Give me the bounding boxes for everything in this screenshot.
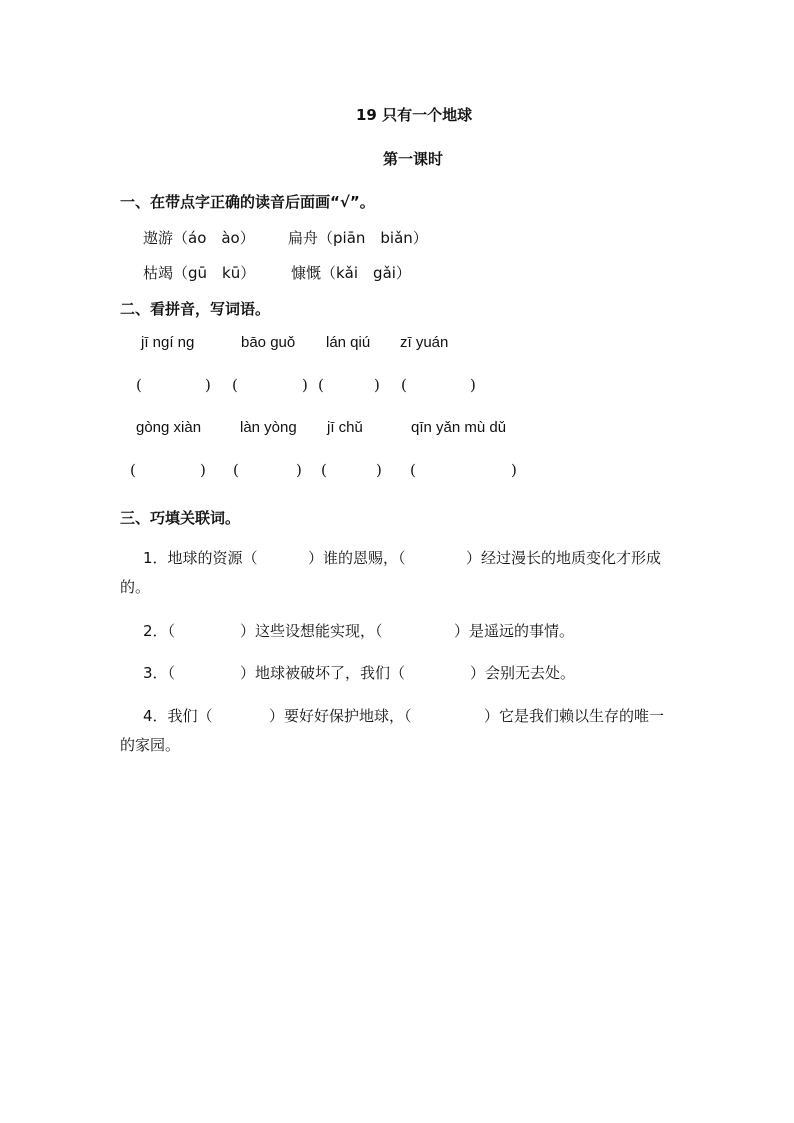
answer-blank-open: ( — [136, 376, 142, 394]
pinyin-prompt: làn yòng — [240, 419, 297, 436]
answer-blank-open: ( — [232, 376, 238, 394]
answer-blank-open: ( — [401, 376, 407, 394]
pinyin-prompt: bāo guǒ — [241, 334, 296, 351]
question-2-part: ）这些设想能实现，（ — [240, 622, 383, 640]
section1-item: 扁舟（piān biǎn） — [288, 229, 428, 247]
answer-blank-close: ) — [296, 461, 302, 479]
answer-blank-open: ( — [321, 461, 327, 479]
question-3-part: ）地球被破坏了，我们（ — [240, 664, 406, 682]
answer-blank-close: ) — [205, 376, 211, 394]
question-3-part: 3．（ — [143, 664, 176, 682]
answer-blank-open: ( — [318, 376, 324, 394]
answer-blank-open: ( — [233, 461, 239, 479]
question-4-part: ）要好好保护地球，（ — [269, 707, 412, 725]
section1-item: 慷慨（kǎi gǎi） — [291, 264, 411, 282]
answer-blank-close: ) — [302, 376, 308, 394]
pinyin-prompt: qīn yǎn mù dǔ — [411, 419, 507, 436]
question-2-part: 2．（ — [143, 622, 176, 640]
question-4-part: 的家园。 — [120, 736, 181, 754]
question-3-part: ）会别无去处。 — [470, 664, 576, 682]
pinyin-prompt: lán qiú — [326, 334, 371, 351]
question-1-part: 1．地球的资源（ — [143, 549, 258, 567]
section1-item: 遨游（áo ào） — [143, 229, 255, 247]
answer-blank-open: ( — [410, 461, 416, 479]
pinyin-prompt: zī yuán — [400, 334, 449, 351]
section1-heading: 一、在带点字正确的读音后面画“√”。 — [120, 193, 375, 211]
section2-heading: 二、看拼音，写词语。 — [120, 300, 271, 318]
answer-blank-close: ) — [376, 461, 382, 479]
lesson-subtitle: 第一课时 — [383, 150, 444, 168]
question-4-part: 4．我们（ — [143, 707, 213, 725]
page-title: 19 只有一个地球 — [356, 106, 473, 124]
answer-blank-close: ) — [200, 461, 206, 479]
pinyin-prompt: jī ngí ng — [141, 334, 195, 351]
answer-blank-close: ) — [470, 376, 476, 394]
answer-blank-close: ) — [374, 376, 380, 394]
question-1-part: ）谁的恩赐，（ — [308, 549, 406, 567]
pinyin-prompt: gòng xiàn — [136, 419, 202, 436]
question-4-part: ）它是我们赖以生存的唯一 — [484, 707, 665, 725]
section3-heading: 三、巧填关联词。 — [120, 509, 241, 527]
answer-blank-close: ) — [511, 461, 517, 479]
section1-item: 枯竭（gū kū） — [143, 264, 256, 282]
question-2-part: ）是遥远的事情。 — [454, 622, 575, 640]
question-1-part: ）经过漫长的地质变化才形成 — [466, 549, 662, 567]
answer-blank-open: ( — [130, 461, 136, 479]
question-1-part: 的。 — [120, 578, 151, 596]
pinyin-prompt: jī chǔ — [327, 419, 363, 436]
